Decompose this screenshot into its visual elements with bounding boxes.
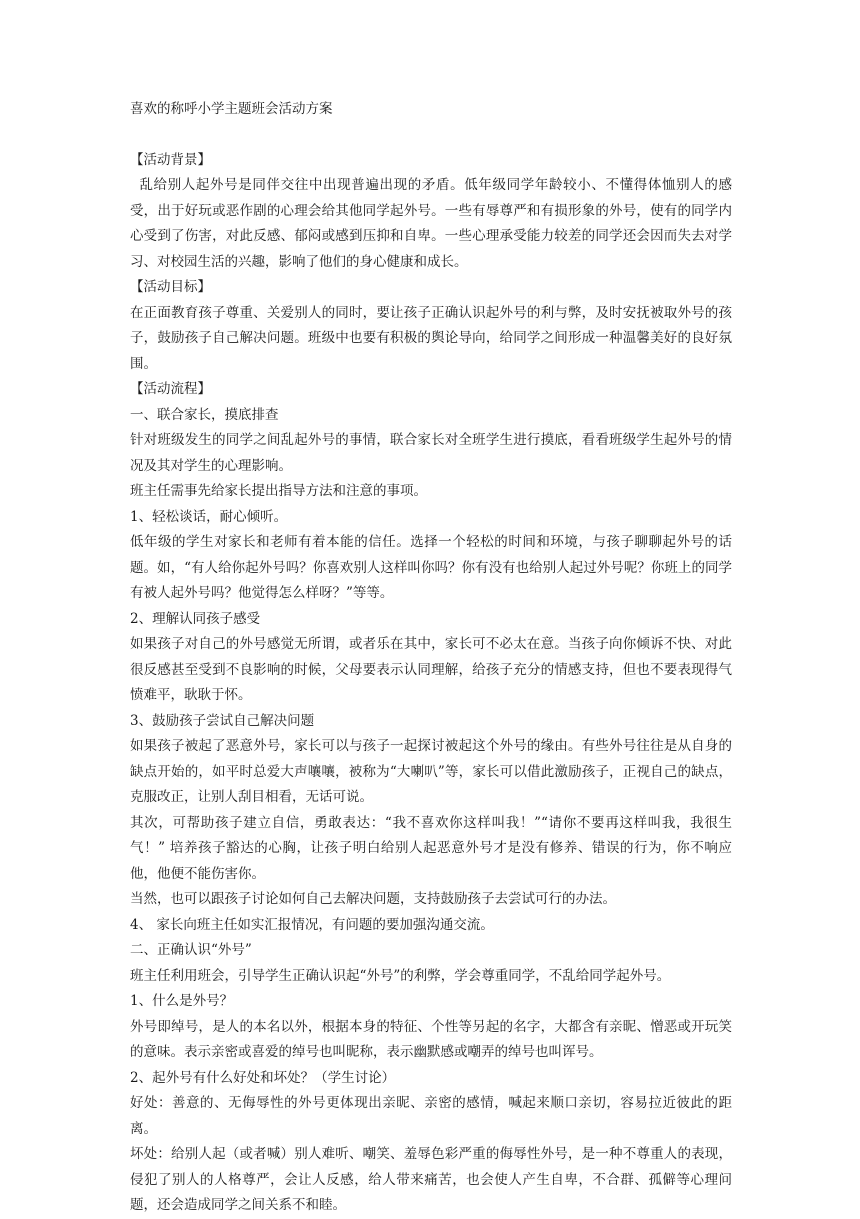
paragraph-step3-confidence: 其次，可帮助孩子建立自信，勇敢表达：“我不喜欢你这样叫我！”“请你不要再这样叫我，我很生气！” 培养孩子豁达的心胸，让孩子明白给别人起恶意外号才是没有修养、错误的行为，你不响应他，他便不能伤害你。 bbox=[130, 814, 732, 882]
paragraph-step3-discuss: 当然，也可以跟孩子讨论如何自己去解决问题，支持鼓励孩子去尝试可行的办法。 bbox=[130, 891, 616, 907]
question2-heading: 2、起外号有什么好处和坏处？（学生讨论） bbox=[130, 1069, 396, 1086]
step4-line: 4、 家长向班主任如实汇报情况，有问题的要加强沟通交流。 bbox=[130, 916, 494, 933]
paragraph-question1: 外号即绰号，是人的本名以外，根据本身的特征、个性等另起的名字，大都含有亲昵、憎恶或开玩笑的意味。表示亲密或喜爱的绰号也叫昵称，表示幽默感或嘲弄的绰号也叫诨号。 bbox=[130, 1018, 732, 1060]
part1-heading: 一、联合家长，摸底排查 bbox=[130, 406, 279, 423]
section-heading-process: 【活动流程】 bbox=[130, 381, 211, 397]
paragraph-bad: 坏处：给别人起（或者喊）别人难听、嘲笑、羞辱色彩严重的侮辱性外号，是一种不尊重人的表现，侵犯了别人的人格尊严，会让人反感，给人带来痛苦，也会使人产生自卑，不合群、孤僻等心理问题，还会造成同学之间关系不和睦。 bbox=[130, 1146, 732, 1213]
paragraph-step3: 如果孩子被起了恶意外号，家长可以与孩子一起探讨被起这个外号的缘由。有些外号往往是从自身的缺点开始的，如平时总爱大声嚷嚷，被称为“大喇叭”等，家长可以借此激励孩子，正视自己的缺点，克服改正，让别人刮目相看，无话可说。 bbox=[130, 738, 732, 805]
question1-heading: 1、什么是外号？ bbox=[130, 993, 234, 1009]
paragraph-step2: 如果孩子对自己的外号感觉无所谓，或者乐在其中，家长可不必太在意。当孩子向你倾诉不快、对此很反感甚至受到不良影响的时候，父母要表示认同理解，给孩子充分的情感支持，但也不要表现得气愤难平，耿耿于怀。 bbox=[130, 636, 732, 703]
paragraph-step1: 低年级的学生对家长和老师有着本能的信任。选择一个轻松的时间和环境，与孩子聊聊起外号的话题。如，“有人给你起外号吗？你喜欢别人这样叫你吗？你有没有也给别人起过外号呢？你班上的同学有被人起外号吗？他觉得怎么样呀？”等等。 bbox=[130, 534, 732, 601]
step1-heading: 1、轻松谈话，耐心倾听。 bbox=[130, 508, 288, 525]
step3-heading: 3、鼓励孩子尝试自己解决问题 bbox=[130, 712, 315, 729]
paragraph-background: 乱给别人起外号是同伴交往中出现普遍出现的矛盾。低年级同学年龄较小、不懂得体恤别人的感受，出于好玩或恶作剧的心理会给其他同学起外号。一些有辱尊严和有损形象的外号，使有的同学内心受到了伤害，对此反感、郁闷或感到压抑和自卑。一些心理承受能力较差的同学还会因而失去对学习、对校园生活的兴趣，影响了他们的身心健康和成长。 bbox=[130, 177, 732, 270]
document-title: 喜欢的称呼小学主题班会活动方案 bbox=[130, 101, 333, 117]
paragraph-part2: 班主任利用班会，引导学生正确认识起“外号”的利弊，学会尊重同学，不乱给同学起外号。 bbox=[130, 967, 671, 984]
section-heading-background: 【活动背景】 bbox=[130, 151, 211, 168]
part2-heading: 二、正确认识“外号” bbox=[130, 942, 252, 958]
document-page bbox=[130, 97, 732, 1219]
paragraph-good: 好处：善意的、无侮辱性的外号更体现出亲昵、亲密的感情，喊起来顺口亲切，容易拉近彼此的距离。 bbox=[130, 1095, 732, 1137]
paragraph-part1: 针对班级发生的同学之间乱起外号的事情，联合家长对全班学生进行摸底，看看班级学生起外号的情况及其对学生的心理影响。 bbox=[130, 432, 732, 474]
step2-heading: 2、理解认同孩子感受 bbox=[130, 610, 261, 627]
paragraph-part1-note: 班主任需事先给家长提出指导方法和注意的事项。 bbox=[130, 483, 427, 499]
spacer bbox=[130, 123, 732, 148]
section-heading-goal: 【活动目标】 bbox=[130, 279, 211, 295]
paragraph-goal: 在正面教育孩子尊重、关爱别人的同时，要让孩子正确认识起外号的利与弊，及时安抚被取外号的孩子，鼓励孩子自己解决问题。班级中也要有积极的舆论导向，给同学之间形成一种温馨美好的良好氛围。 bbox=[130, 304, 732, 372]
